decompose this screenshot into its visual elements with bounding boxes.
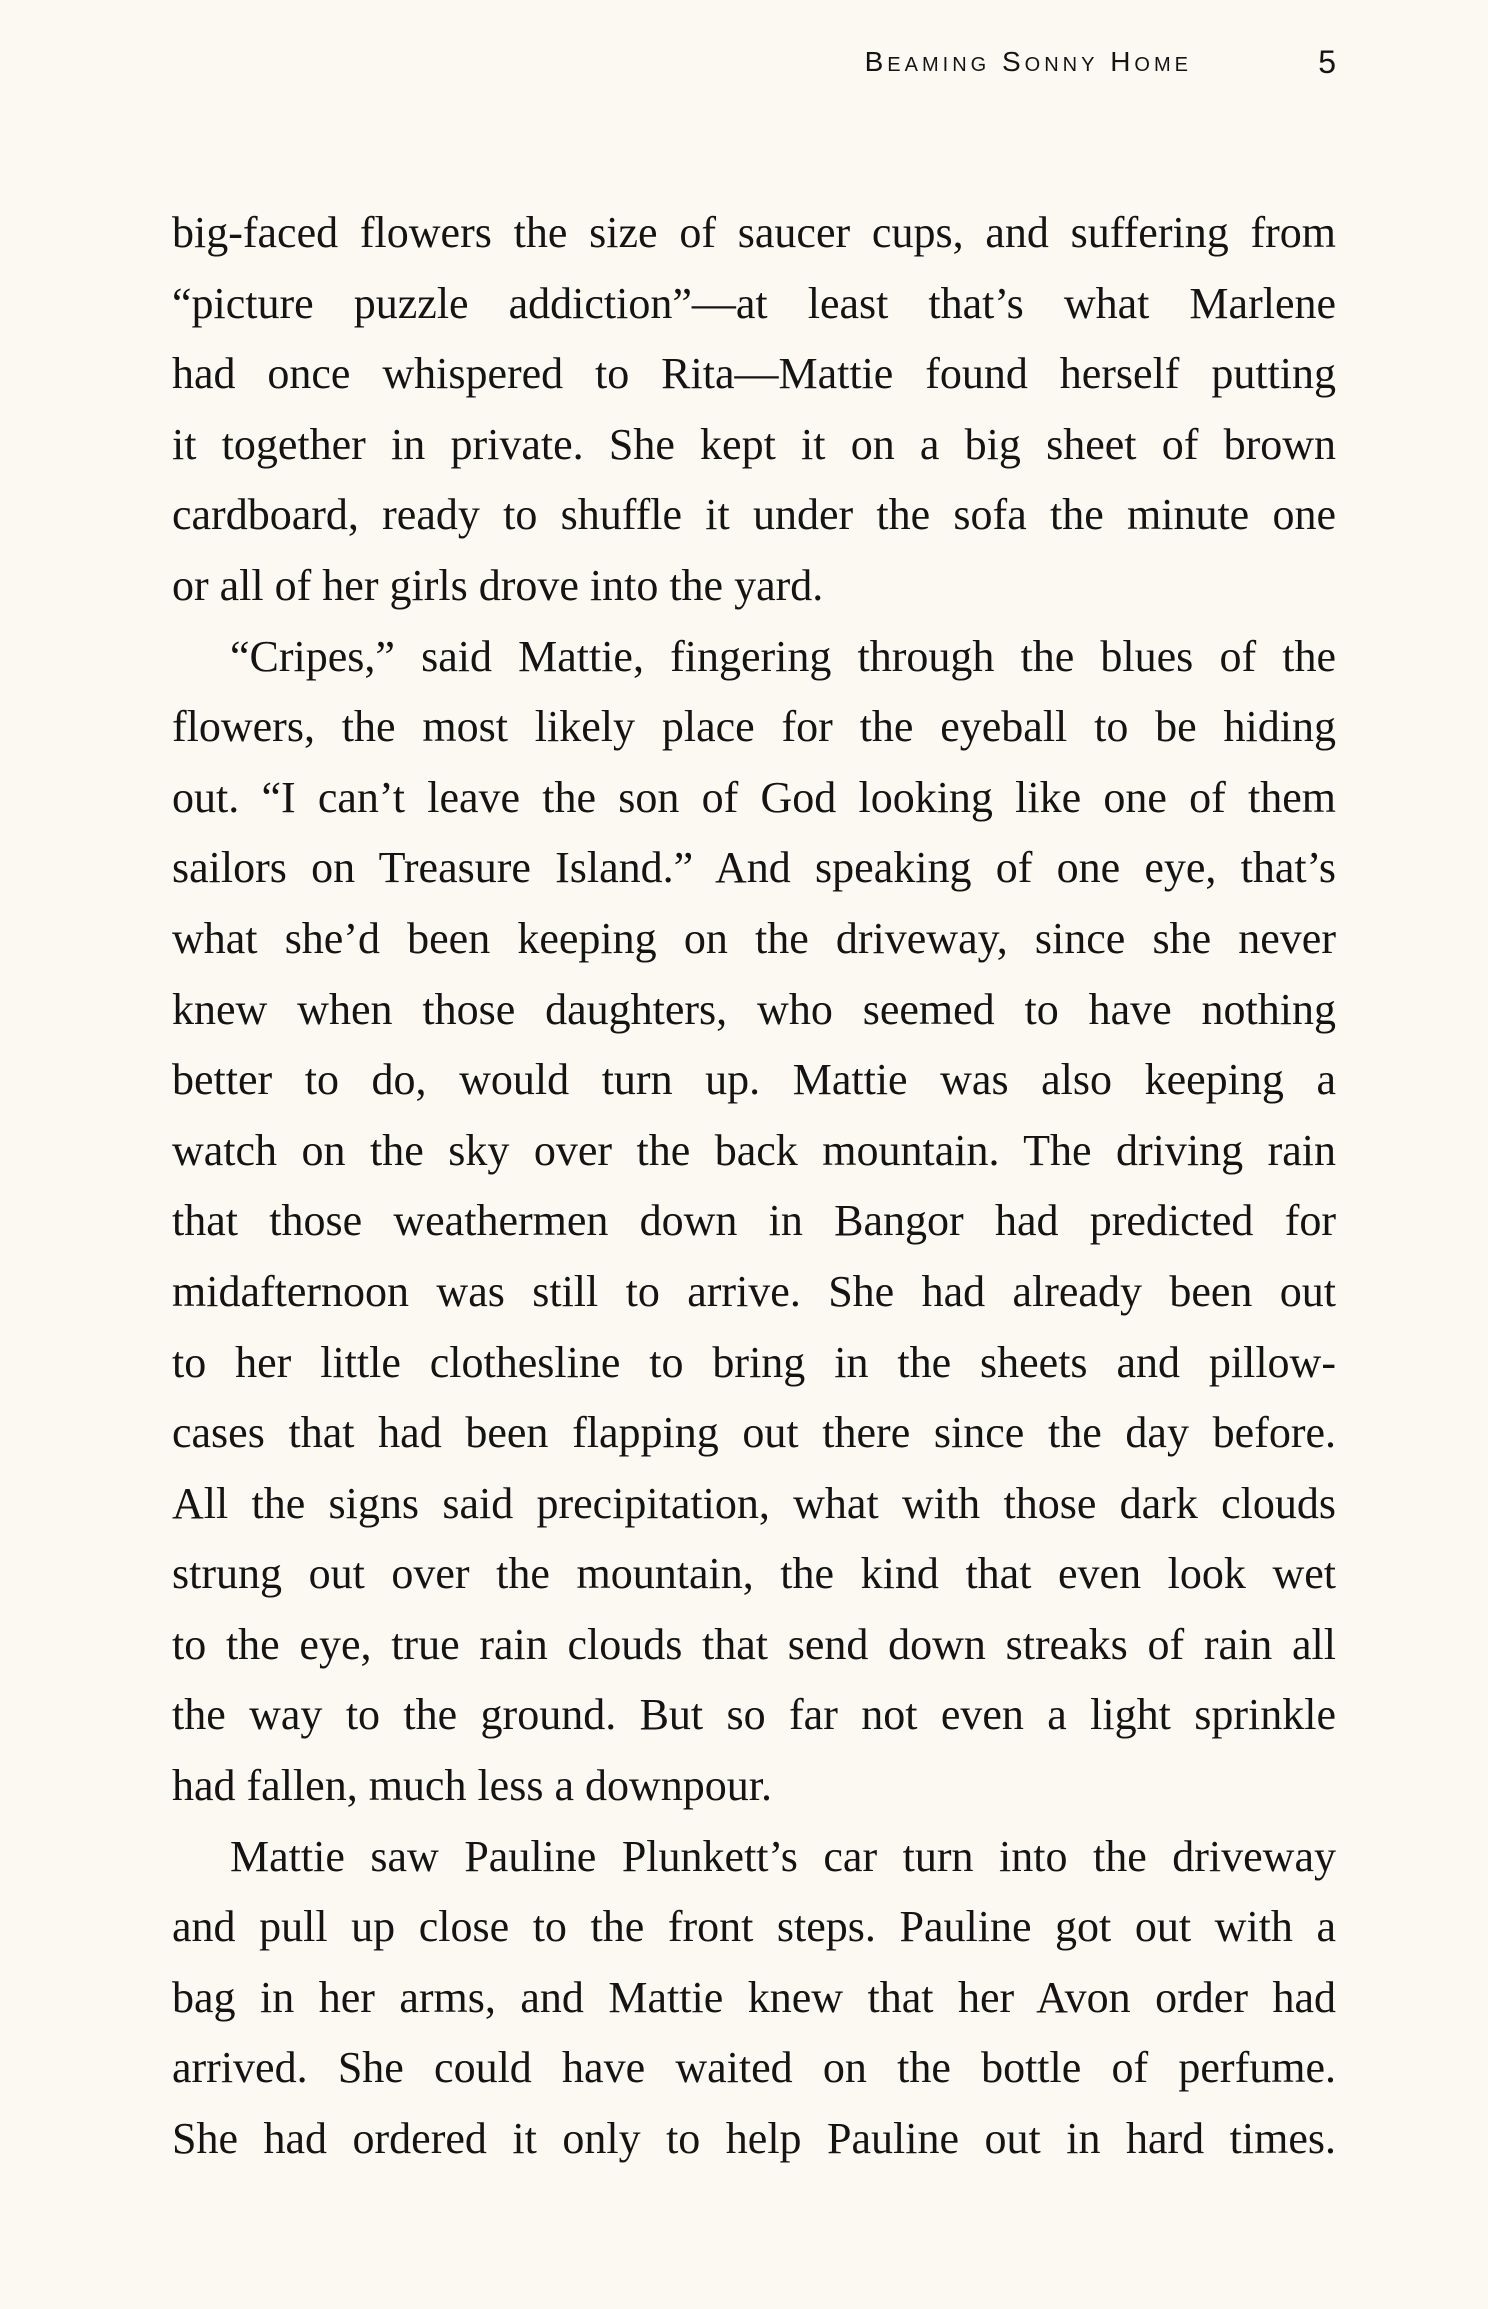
text-line: it together in private. She kept it on a big sheet of brown — [172, 419, 1336, 469]
text-line: what she’d been keeping on the driveway, since she never — [172, 913, 1336, 963]
text-line: knew when those daughters, who seemed to have nothing — [172, 984, 1336, 1034]
text-line: that those weathermen down in Bangor had predicted for — [172, 1196, 1336, 1246]
text-line: to her little clothesline to bring in the sheets and pillow- — [172, 1337, 1336, 1387]
text-line: watch on the sky over the back mountain. The driving rain — [172, 1125, 1336, 1175]
text-line: or all of her girls drove into the yard. — [172, 560, 824, 610]
text-line: big-faced flowers the size of saucer cups, and suffering from — [172, 208, 1336, 257]
text-line: strung out over the mountain, the kind that even look wet — [172, 1549, 1336, 1599]
page-number: 5 — [1318, 44, 1336, 80]
text-line: midafternoon was still to arrive. She had already been out — [172, 1266, 1336, 1316]
text-line: and pull up close to the front steps. Pauline got out with a — [172, 1902, 1336, 1952]
text-line: All the signs said precipitation, what with those dark clouds — [172, 1478, 1336, 1528]
text-line: “picture puzzle addiction”—at least that’s what Marlene — [172, 278, 1336, 328]
text-line: flowers, the most likely place for the eyeball to be hiding — [172, 702, 1336, 752]
text-line: the way to the ground. But so far not even a light sprinkle — [172, 1690, 1336, 1740]
text-line: “Cripes,” said Mattie, fingering through the blues of the — [230, 631, 1336, 681]
body-text — [172, 198, 1336, 2175]
paragraph-1 — [172, 198, 1336, 622]
text-line: bag in her arms, and Mattie knew that her Avon order had — [172, 1972, 1336, 2022]
text-line: had fallen, much less a downpour. — [172, 1761, 772, 1811]
text-line: arrived. She could have waited on the bottle of perfume. — [172, 2043, 1336, 2093]
paragraph-2 — [172, 622, 1336, 1822]
text-line: better to do, would turn up. Mattie was also keeping a — [172, 1055, 1336, 1105]
text-line: cardboard, ready to shuffle it under the sofa the minute one — [172, 490, 1336, 540]
text-line: sailors on Treasure Island.” And speaking of one eye, that’s — [172, 843, 1336, 893]
paragraph-3 — [172, 1822, 1336, 2175]
running-title: Beaming Sonny Home — [864, 46, 1192, 77]
text-line: to the eye, true rain clouds that send down streaks of rain all — [172, 1619, 1336, 1669]
text-line: had once whispered to Rita—Mattie found herself putting — [172, 349, 1336, 399]
running-head — [172, 40, 1336, 84]
text-line: She had ordered it only to help Pauline out in hard times. — [172, 2114, 1336, 2164]
text-line: out. “I can’t leave the son of God looking like one of them — [172, 772, 1336, 822]
text-line: Mattie saw Pauline Plunkett’s car turn into the driveway — [230, 1831, 1336, 1881]
text-line: cases that had been flapping out there since the day before. — [172, 1408, 1336, 1458]
